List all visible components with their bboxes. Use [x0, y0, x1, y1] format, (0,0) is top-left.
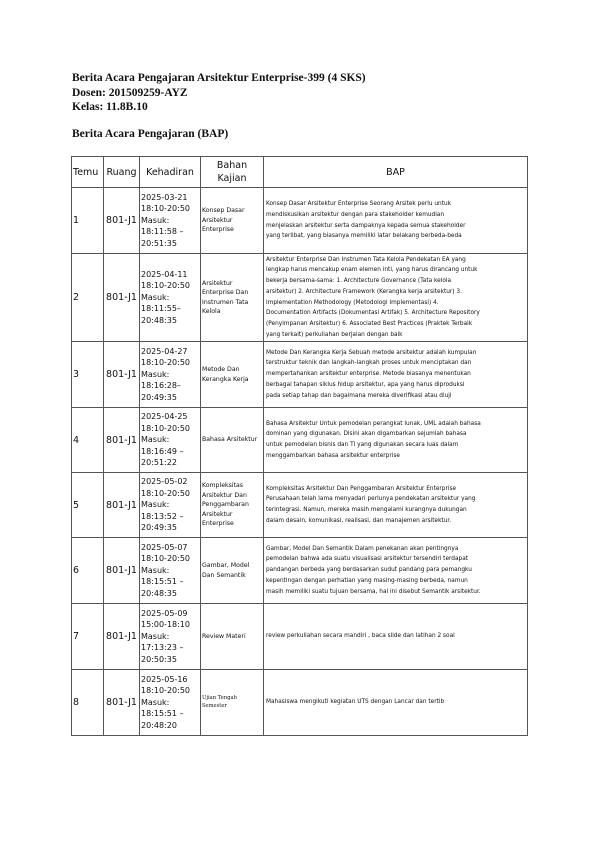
topic-line: Semester	[202, 702, 227, 709]
column-header-bap: BAP	[264, 157, 528, 188]
attendance-keluar: 20:50:35	[141, 654, 177, 664]
bap-line: Bahasa Arsitektur Untuk pemodelan perangkat lunak, UML adalah bahasa	[266, 420, 481, 427]
meeting-number: 5	[72, 473, 104, 538]
bap-line: terstruktur teknik dan langkah-langkah proses untuk menciptakan dan	[266, 360, 472, 367]
bap-table	[71, 156, 528, 736]
attendance-keluar: 20:49:35	[141, 392, 177, 402]
attendance-masuk-label: Masuk:	[141, 292, 170, 302]
meeting-number: 6	[72, 538, 104, 604]
attendance-cell	[140, 538, 201, 604]
meeting-number: 2	[72, 254, 104, 342]
topic-line: Arsitektur	[202, 279, 233, 287]
bap-line: dominan yang digunakan. Disini akan digambarkan sejumlah bahasa	[266, 431, 467, 438]
topic-line: Enterprise	[202, 520, 234, 528]
bap-line: review perkuliahan secara mandiri , baca slide dan latihan 2 soal	[266, 633, 455, 640]
attendance-cell	[140, 408, 201, 473]
topic-line: Konsep Dasar	[202, 207, 245, 215]
bap-line: dalam desain, komunikasi, realisasi, dan manajemen arsitektur.	[266, 517, 452, 524]
bap-cell	[264, 538, 528, 604]
bap-line: arsitektur) 2. Architecture Framework (Kerangka kerja arsitektur) 3.	[266, 288, 462, 295]
bap-line: masih memiliki suatu tujuan bersama, hal ini disebut Semantik arsitektur.	[266, 588, 481, 595]
bap-line: (Penyimpanan Arsitektur) 6. Associated Best Practices (Praktek Terbaik	[266, 320, 473, 327]
topic-line: Arsitektur Dan	[202, 491, 247, 499]
topic-cell	[201, 342, 264, 408]
meeting-number: 7	[72, 604, 104, 670]
attendance-date: 2025-04-27	[141, 346, 188, 356]
bap-cell	[264, 188, 528, 254]
bap-line: yang terkait) perkuliahan berjalan dengan baik	[266, 331, 403, 338]
topic-line: Dan Semantik	[202, 571, 246, 579]
bap-line: mendiskusikan arsitektur dengan para stakeholder kemudian	[266, 211, 445, 218]
room-cell: 801-J1	[104, 473, 140, 538]
column-header-kehadiran: Kehadiran	[140, 157, 201, 188]
bap-cell	[264, 408, 528, 473]
bap-line: Documentation Artifacts (Dokumentasi Artifak) 5. Architecture Repository	[266, 310, 480, 317]
topic-cell	[201, 408, 264, 473]
class-code: Kelas: 11.8B.10	[72, 101, 148, 113]
table-row	[72, 473, 528, 538]
topic-line: Instrumen Tata	[202, 298, 249, 306]
attendance-cell	[140, 670, 201, 736]
attendance-time: 18:10-20:50	[141, 554, 190, 564]
topic-line: Enterprise	[202, 226, 234, 234]
meeting-number: 3	[72, 342, 104, 408]
attendance-masuk-label: Masuk:	[141, 369, 170, 379]
topic-line: Metode Dan	[202, 366, 240, 373]
topic-cell	[201, 670, 264, 736]
room-cell: 801-J1	[104, 188, 140, 254]
attendance-masuk: 18:16:49 –	[141, 446, 184, 456]
bap-line: kepentingan dengan perhatian yang masing-masing berbeda, namun	[266, 577, 468, 584]
topic-line: Kompleksitas	[202, 482, 243, 490]
topic-line: Arsitektur	[202, 216, 233, 224]
topic-line: Ujian Tengah	[202, 695, 237, 701]
room-cell: 801-J1	[104, 538, 140, 604]
topic-cell	[201, 188, 264, 254]
bap-line: pemodelan bahwa ada suatu visualisasi arsitektur tersendiri terdapat	[266, 556, 469, 563]
bap-line: mempertahankan arsitektur enterprise. Metode biasanya menentukan	[266, 371, 471, 378]
bap-line: Arsitektur Enterprise Dan Instrumen Tata Kelola Pendekatan EA yang	[266, 256, 466, 263]
meeting-number: 1	[72, 188, 104, 254]
room-cell: 801-J1	[104, 254, 140, 342]
attendance-date: 2025-05-07	[141, 542, 188, 552]
table-row	[72, 342, 528, 408]
bap-line: lengkap harus mencakup enam elemen inti, yang harus dirancang untuk	[266, 267, 478, 274]
attendance-masuk: 18:11:58 –	[141, 227, 184, 237]
attendance-time: 18:10-20:50	[141, 204, 190, 214]
attendance-cell	[140, 473, 201, 538]
topic-line: Gambar, Model	[202, 562, 250, 569]
bap-line: Mahasiswa mengikuti kegiatan UTS dengan Lancar dan tertib	[266, 699, 445, 706]
bap-line: Implementation Methodology (Metodologi Implementasi) 4.	[266, 299, 439, 306]
column-header-bahan-line1: Bahan	[216, 160, 248, 171]
attendance-time: 18:10-20:50	[141, 281, 190, 291]
bap-cell	[264, 473, 528, 538]
attendance-date: 2025-05-02	[141, 477, 188, 487]
document-title: Berita Acara Pengajaran Arsitektur Enterprise-399 (4 SKS)	[72, 72, 366, 84]
attendance-masuk-label: Masuk:	[141, 500, 170, 510]
meeting-number: 8	[72, 670, 104, 736]
attendance-time: 18:10-20:50	[141, 423, 190, 433]
room-cell: 801-J1	[104, 342, 140, 408]
table-row	[72, 254, 528, 342]
room-cell: 801-J1	[104, 408, 140, 473]
bap-line: Kompleksitas Arsitektur Dan Penggambaran Arsitektur Enterprise	[266, 485, 457, 492]
column-header-temu: Temu	[72, 157, 104, 188]
attendance-date: 2025-04-25	[141, 412, 188, 422]
attendance-cell	[140, 188, 201, 254]
bap-line: Gambar, Model Dan Semantik Dalam penekanan akan pentingnya	[266, 545, 459, 552]
attendance-cell	[140, 254, 201, 342]
attendance-time: 18:10-20:50	[141, 686, 190, 696]
attendance-masuk-label: Masuk:	[141, 215, 170, 225]
attendance-masuk-label: Masuk:	[141, 565, 170, 575]
attendance-keluar: 20:48:20	[141, 720, 177, 730]
topic-line: Kerangka Kerja	[202, 375, 249, 383]
attendance-masuk: 17:13:23 –	[141, 643, 184, 653]
topic-line: Penggambaran	[202, 501, 249, 509]
bap-line: yang terlibat, yang biasanya memiliki latar belakang berbeda-beda	[266, 233, 462, 240]
table-header-row	[72, 157, 528, 188]
attendance-masuk: 18:16:28–	[141, 381, 181, 391]
bap-cell	[264, 670, 528, 736]
topic-cell	[201, 604, 264, 670]
topic-line: Kelola	[202, 308, 221, 315]
bap-line: bekerja bersama-sama: 1. Architecture Governance (Tata kelola	[266, 278, 452, 285]
attendance-keluar: 20:48:35	[141, 588, 177, 598]
topic-cell	[201, 254, 264, 342]
attendance-masuk-label: Masuk:	[141, 631, 170, 641]
attendance-time: 15:00-18:10	[141, 620, 190, 630]
lecturer-id: Dosen: 201509259-AYZ	[72, 87, 188, 99]
table-row	[72, 670, 528, 736]
attendance-cell	[140, 342, 201, 408]
topic-line: Arsitektur	[202, 510, 233, 518]
table-row	[72, 188, 528, 254]
attendance-keluar: 20:48:35	[141, 315, 177, 325]
attendance-keluar: 20:51:35	[141, 238, 177, 248]
attendance-masuk: 18:11:55–	[141, 304, 181, 314]
attendance-time: 18:10-20:50	[141, 488, 190, 498]
attendance-date: 2025-04-11	[141, 269, 188, 279]
attendance-masuk-label: Masuk:	[141, 697, 170, 707]
attendance-keluar: 20:49:35	[141, 523, 177, 533]
attendance-masuk-label: Masuk:	[141, 435, 170, 445]
attendance-date: 2025-05-16	[141, 674, 188, 684]
attendance-time: 18:10-20:50	[141, 358, 190, 368]
table-row	[72, 408, 528, 473]
meeting-number: 4	[72, 408, 104, 473]
topic-line: Bahasa Arsitektur	[202, 436, 258, 444]
bap-line: menjelaskan arsitektur serta dampaknya kepada semua stakeholder	[266, 222, 466, 229]
bap-line: Konsep Dasar Arsitektur Enterprise Seorang Arsitek perlu untuk	[266, 201, 452, 208]
bap-line: pada setiap tahap dan bagaimana mereka diverifikasi atau diuji	[266, 392, 452, 399]
attendance-cell	[140, 604, 201, 670]
bap-line: pandangan berbeda yang berdasarkan sudut pandang para pemangku	[266, 567, 472, 574]
bap-line: terintegrasi. Namun, mereka masih mengalami kurangnya dukungan	[266, 507, 467, 513]
section-title: Berita Acara Pengajaran (BAP)	[72, 128, 229, 140]
room-cell: 801-J1	[104, 670, 140, 736]
bap-line: untuk pemodelan bisnis dan TI yang digunakan secara luas dalam	[266, 442, 459, 448]
attendance-date: 2025-05-09	[141, 608, 188, 618]
bap-line: Metode Dan Kerangka Kerja Sebuah metode arsitektur adalah kumpulan	[266, 349, 477, 356]
column-header-bahan-kajian	[201, 157, 264, 188]
bap-cell	[264, 604, 528, 670]
attendance-masuk: 18:15:51 –	[141, 577, 184, 587]
bap-line: menggambarkan bahasa arsitektur enterprise	[266, 452, 400, 459]
column-header-bahan-line2: Kajian	[217, 173, 247, 184]
bap-cell	[264, 254, 528, 342]
bap-cell	[264, 342, 528, 408]
attendance-masuk: 18:15:51 –	[141, 709, 184, 719]
room-cell: 801-J1	[104, 604, 140, 670]
topic-cell	[201, 473, 264, 538]
topic-line: Review Materi	[202, 632, 246, 640]
topic-cell	[201, 538, 264, 604]
attendance-date: 2025-03-21	[141, 192, 188, 202]
topic-line: Enterprise Dan	[202, 289, 249, 296]
attendance-keluar: 20:51:22	[141, 458, 177, 468]
table-row	[72, 604, 528, 670]
attendance-masuk: 18:13:52 –	[141, 511, 184, 521]
column-header-ruang: Ruang	[104, 157, 140, 188]
bap-line: Perusahaan telah lama menyadari perlunya pendekatan arsitektur yang	[266, 496, 476, 503]
table-row	[72, 538, 528, 604]
bap-line: berbagai tahapan siklus hidup arsitektur, apa yang harus diproduksi	[266, 381, 465, 388]
